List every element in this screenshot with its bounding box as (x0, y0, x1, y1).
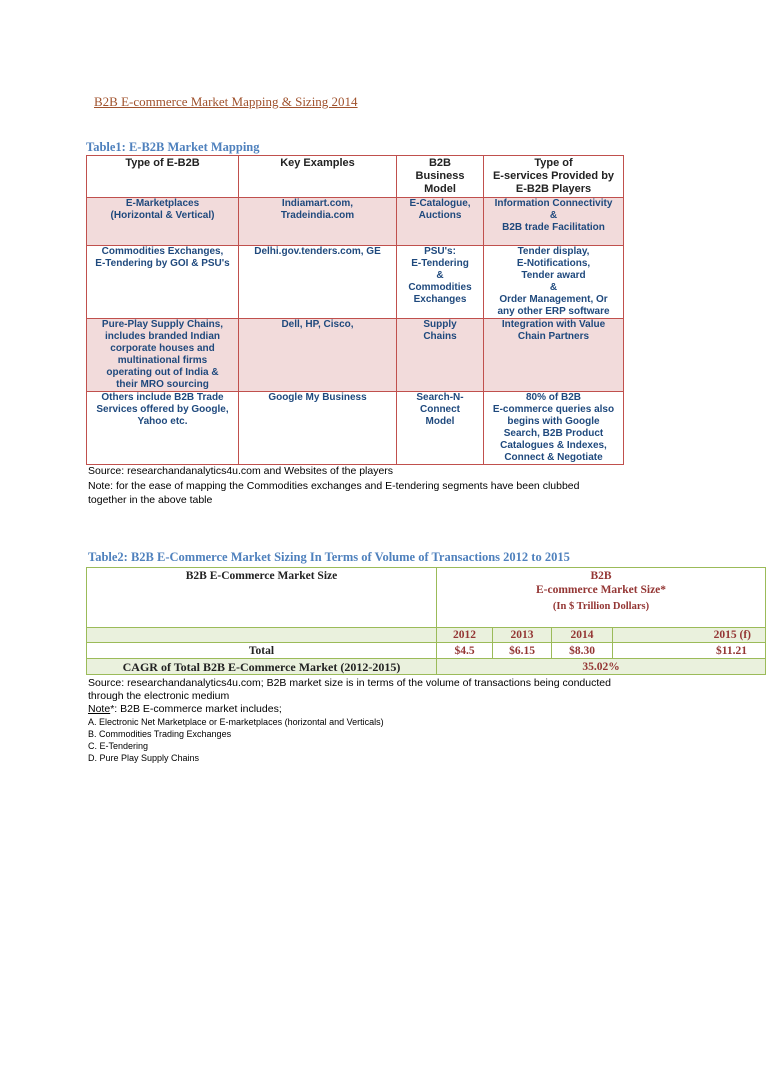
note-text: *: B2B E-commerce market includes; (110, 703, 282, 715)
cagr-label: CAGR of Total B2B E-Commerce Market (2012-2015) (87, 659, 437, 675)
list-item: C. E-Tendering (88, 741, 149, 751)
table1-source: Source: researchandanalytics4u.com and Websites of the players (88, 465, 394, 477)
right-header-line1: B2B (590, 570, 612, 582)
table1-header-row (87, 156, 624, 198)
table-cell: E-Marketplaces (Horizontal & Vertical) (87, 198, 239, 246)
total-value: $11.21 (613, 643, 766, 659)
table-cell: PSU's: E-Tendering & Commodities Exchanges (397, 246, 484, 319)
year-cell: 2013 (493, 628, 552, 643)
table2-caption: Table2: B2B E-Commerce Market Sizing In Terms of Volume of Transactions 2012 to 2015 (88, 550, 570, 564)
table2-total-row (87, 643, 766, 659)
table2-cagr-row (87, 659, 766, 675)
table-cell: Pure-Play Supply Chains, includes branded Indian corporate houses and multinational firms operating out of India & their MRO sourcing (87, 319, 239, 392)
table2-note (88, 703, 282, 716)
year-cell: 2012 (437, 628, 493, 643)
cagr-value: 35.02% (437, 659, 766, 675)
table1-note-line1: Note: for the ease of mapping the Commodities exchanges and E-tendering segments have been clubbed (88, 480, 580, 492)
list-item: B. Commodities Trading Exchanges (88, 729, 232, 739)
total-value: $4.5 (437, 643, 493, 659)
total-label: Total (87, 643, 437, 659)
table-cell: Supply Chains (397, 319, 484, 392)
table1-header-cell: B2B Business Model (397, 156, 484, 198)
year-cell: 2014 (552, 628, 613, 643)
document-title: B2B E-commerce Market Mapping & Sizing 2014 (94, 94, 358, 109)
table-cell: Others include B2B Trade Services offered by Google, Yahoo etc. (87, 392, 239, 465)
table-cell: Dell, HP, Cisco, (239, 319, 397, 392)
table-cell: Indiamart.com, Tradeindia.com (239, 198, 397, 246)
table-row (87, 392, 624, 465)
total-value: $6.15 (493, 643, 552, 659)
table-cell: Information Connectivity & B2B trade Facilitation (484, 198, 624, 246)
table-cell (87, 628, 437, 643)
table1-header-cell: Type of E-B2B (87, 156, 239, 198)
year-cell: 2015 (f) (613, 628, 766, 643)
table2-left-header: B2B E-Commerce Market Size (87, 568, 437, 628)
table-cell: Delhi.gov.tenders.com, GE (239, 246, 397, 319)
list-item: D. Pure Play Supply Chains (88, 753, 200, 763)
table-row (87, 319, 624, 392)
table1-note-line2: together in the above table (88, 494, 213, 506)
table2-header-row (87, 568, 766, 628)
table1-header-cell: Key Examples (239, 156, 397, 198)
note-label: Note (88, 703, 111, 715)
right-header-unit: (In $ Trillion Dollars) (552, 601, 650, 612)
table-cell: Search-N- Connect Model (397, 392, 484, 465)
table-row (87, 198, 624, 246)
right-header-line2: E-commerce Market Size* (535, 584, 667, 596)
table2-years-row (87, 628, 766, 643)
table-cell: Tender display, E-Notifications, Tender award & Order Management, Or any other ERP software (484, 246, 624, 319)
table-row (87, 246, 624, 319)
table-cell: Commodities Exchanges, E-Tendering by GOI & PSU's (87, 246, 239, 319)
table2-source-line1: Source: researchandanalytics4u.com; B2B market size is in terms of the volume of transactions being conducted (88, 677, 611, 689)
market-sizing-table (86, 567, 766, 675)
market-mapping-table (86, 155, 624, 465)
table-cell: 80% of B2B E-commerce queries also begins with Google Search, B2B Product Catalogues & Indexes, Connect & Negotiate (484, 392, 624, 465)
table1-header-cell: Type of E-services Provided by E-B2B Players (484, 156, 624, 198)
list-item: A. Electronic Net Marketplace or E-marketplaces (horizontal and Verticals) (88, 717, 384, 727)
table2-right-header (437, 568, 766, 628)
table-cell: Google My Business (239, 392, 397, 465)
table-cell: E-Catalogue, Auctions (397, 198, 484, 246)
total-value: $8.30 (552, 643, 613, 659)
table1-caption: Table1: E-B2B Market Mapping (86, 140, 260, 154)
table-cell: Integration with Value Chain Partners (484, 319, 624, 392)
table2-source-line2: through the electronic medium (88, 690, 230, 702)
